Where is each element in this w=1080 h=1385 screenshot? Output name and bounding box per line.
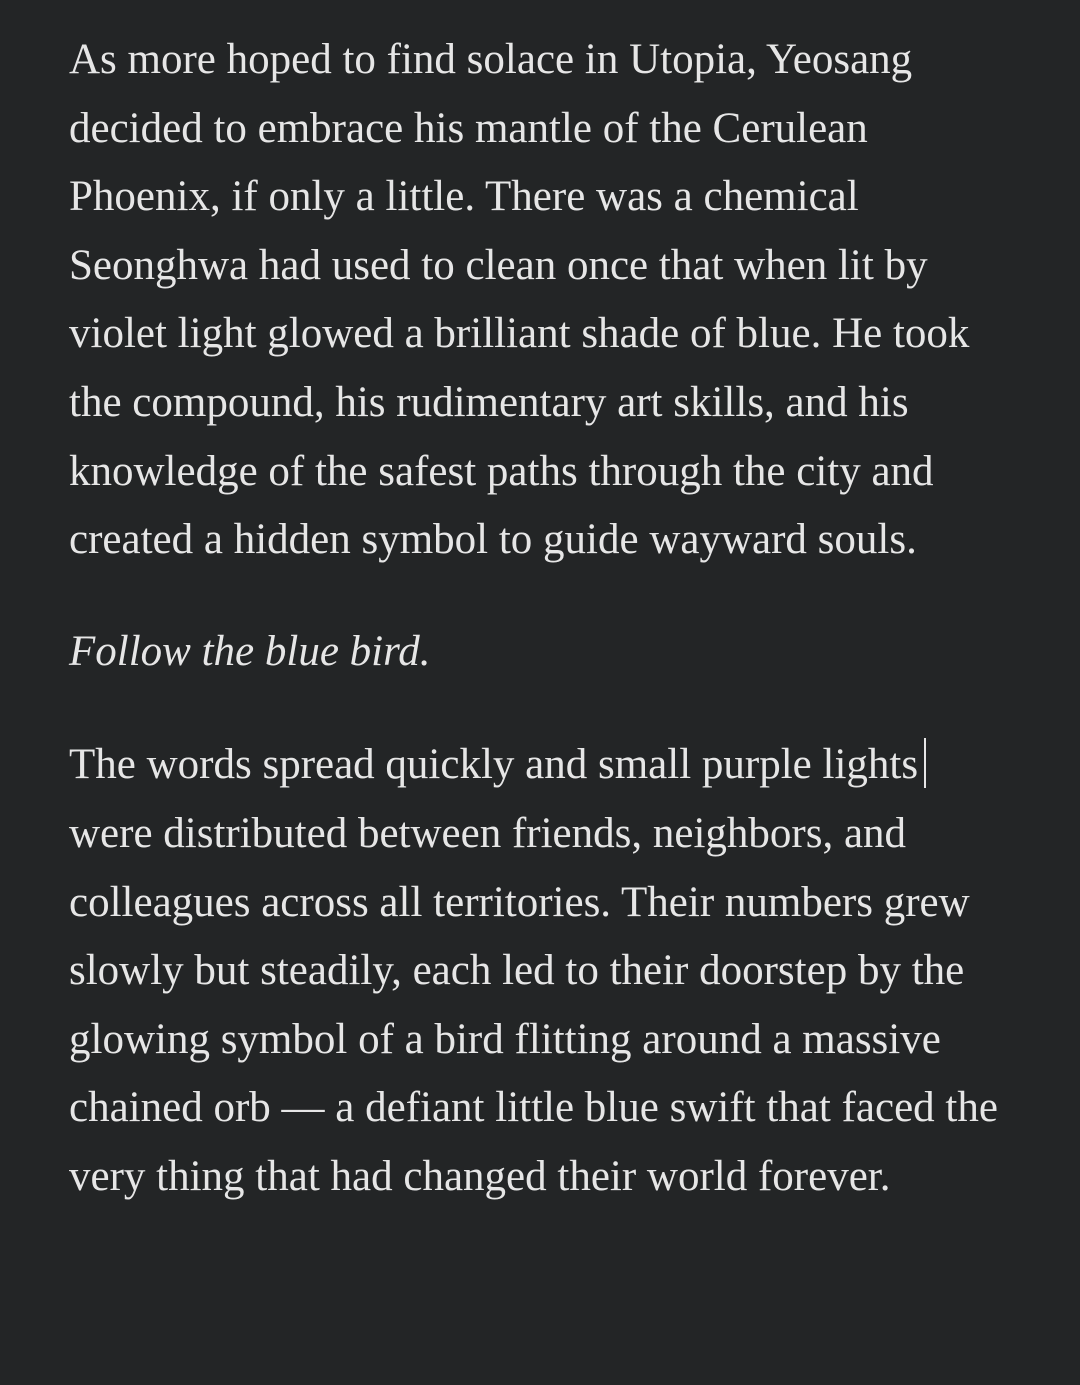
- story-paragraph-3-start[interactable]: The words spread quickly and small purple lights: [69, 741, 919, 789]
- story-paragraph-3[interactable]: [69, 731, 1014, 1211]
- story-paragraph-2[interactable]: Follow the blue bird.: [69, 627, 431, 675]
- story-paragraph-3-rest[interactable]: were distributed between friends, neighbors, and colleagues across all territories. Their numbers grew slowly but steadily, each led to their doorstep by the glowing symbol of a bird flitting around a massive chained orb — a defiant little blue swift that faced the very thing that had changed their world forever.: [69, 809, 998, 1200]
- text-cursor: [924, 738, 926, 788]
- story-paragraph-1[interactable]: As more hoped to find solace in Utopia, Yeosang decided to embrace his mantle of the Cerulean Phoenix, if only a little. There was a chemical Seonghwa had used to clean once that when lit by violet light glowed a brilliant shade of blue. He took the compound, his rudimentary art skills, and his knowledge of the safest paths through the city and created a hidden symbol to guide wayward souls.: [69, 36, 970, 564]
